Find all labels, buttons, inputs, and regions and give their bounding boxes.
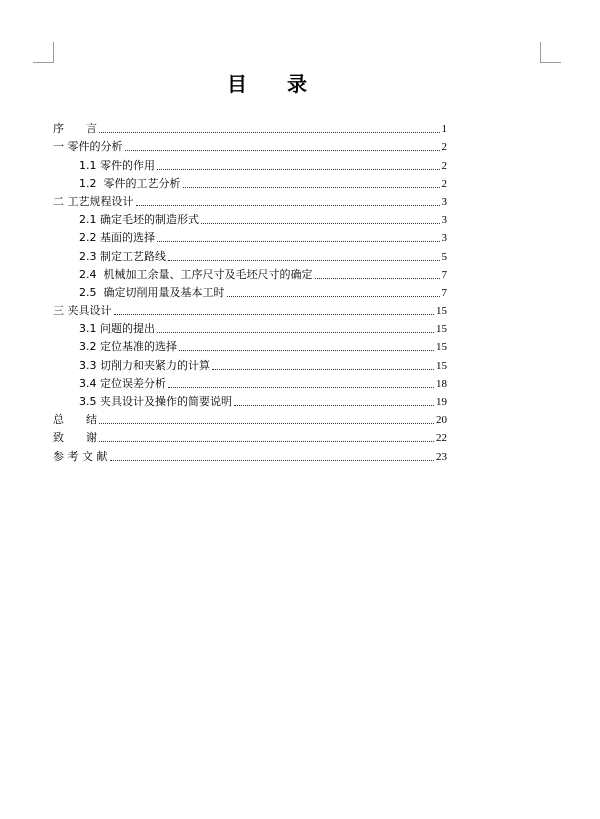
toc-entry-label: 1.1 零件的作用: [79, 158, 155, 172]
toc-entry-label: 3.3 切削力和夹紧力的计算: [79, 358, 210, 372]
toc-leader-dots: [136, 205, 440, 206]
toc-entry[interactable]: [53, 445, 447, 463]
toc-entry-label: 致 谢: [53, 431, 97, 445]
toc-entry-page-number: 15: [436, 305, 447, 318]
toc-entry[interactable]: [53, 373, 447, 391]
toc-entry-page-number: 15: [436, 341, 447, 354]
toc-entry-page-number: 3: [441, 232, 447, 245]
toc-leader-dots: [168, 260, 440, 261]
toc-leader-dots: [315, 278, 440, 279]
toc-entry-label: 一 零件的分析: [53, 140, 123, 154]
toc-entry-page-number: 7: [441, 286, 447, 299]
toc-entry-label: 3.5 夹具设计及操作的简要说明: [79, 395, 232, 408]
toc-entry-page-number: 3: [441, 214, 447, 227]
toc-leader-dots: [157, 241, 440, 242]
toc-entry[interactable]: [53, 409, 447, 427]
toc-entry-page-number: 7: [441, 268, 447, 281]
toc-entry-label: 3.2 定位基准的选择: [79, 340, 177, 354]
toc-entry[interactable]: [53, 154, 447, 172]
toc-entry-page-number: 5: [441, 250, 447, 263]
toc-leader-dots: [110, 460, 435, 461]
toc-entry[interactable]: [53, 427, 447, 445]
toc-leader-dots: [227, 296, 440, 297]
toc-entry-label: 3.1 问题的提出: [79, 322, 155, 336]
toc-entry-label: 参 考 文 献: [53, 449, 108, 463]
toc-leader-dots: [114, 314, 435, 315]
toc-entry[interactable]: [53, 209, 447, 227]
toc-entry[interactable]: [53, 264, 447, 282]
toc-entry-label: 三 夹具设计: [53, 304, 112, 318]
toc-leader-dots: [234, 405, 434, 406]
toc-leader-dots: [183, 187, 440, 188]
toc-leader-dots: [201, 223, 440, 224]
toc-entry-page-number: 19: [436, 396, 447, 408]
toc-leader-dots: [157, 169, 440, 170]
toc-entry-label: 2.4 机械加工余量、工序尺寸及毛坯尺寸的确定: [79, 267, 313, 281]
toc-entry-page-number: 2: [441, 177, 447, 190]
toc-entry[interactable]: [53, 173, 447, 191]
toc-entry-page-number: 2: [441, 141, 447, 154]
toc-entry[interactable]: [53, 118, 447, 136]
toc-entry-label: 2.3 制定工艺路线: [79, 249, 166, 263]
table-of-contents: [53, 118, 447, 464]
toc-entry-label: 2.1 确定毛坯的制造形式: [79, 213, 199, 227]
toc-entry[interactable]: [53, 227, 447, 245]
toc-leader-dots: [99, 132, 440, 133]
toc-entry-page-number: 23: [436, 450, 447, 463]
toc-entry-label: 序 言: [53, 122, 97, 136]
toc-entry[interactable]: [53, 336, 447, 354]
toc-entry[interactable]: [53, 300, 447, 318]
toc-entry-label: 1.2 零件的工艺分析: [79, 176, 181, 190]
toc-entry-page-number: 18: [436, 377, 447, 390]
toc-entry[interactable]: [53, 282, 447, 300]
toc-entry-label: 2.5 确定切削用量及基本工时: [79, 285, 225, 299]
toc-entry[interactable]: [53, 136, 447, 154]
toc-leader-dots: [157, 332, 434, 333]
toc-entry-label: 2.2 基面的选择: [79, 231, 155, 245]
page-title: 目录: [227, 72, 347, 96]
toc-leader-dots: [212, 369, 434, 370]
toc-entry[interactable]: [53, 391, 447, 409]
toc-entry[interactable]: [53, 245, 447, 263]
toc-entry[interactable]: [53, 354, 447, 372]
toc-entry-page-number: 15: [436, 359, 447, 372]
toc-entry-label: 二 工艺规程设计: [53, 194, 134, 208]
toc-leader-dots: [99, 441, 434, 442]
toc-entry[interactable]: [53, 191, 447, 209]
toc-entry-label: 总 结: [53, 413, 97, 427]
toc-entry-page-number: 20: [436, 414, 447, 427]
toc-leader-dots: [179, 350, 434, 351]
toc-leader-dots: [99, 423, 434, 424]
toc-entry-page-number: 15: [436, 323, 447, 336]
crop-mark-top-left: [33, 42, 54, 63]
crop-mark-top-right: [540, 42, 561, 63]
toc-leader-dots: [168, 387, 434, 388]
toc-entry-page-number: 1: [441, 123, 447, 136]
toc-leader-dots: [125, 150, 440, 151]
toc-entry-label: 3.4 定位误差分析: [79, 376, 166, 390]
toc-entry-page-number: 2: [441, 159, 447, 172]
toc-entry[interactable]: [53, 318, 447, 336]
toc-entry-page-number: 22: [436, 432, 447, 445]
toc-entry-page-number: 3: [441, 195, 447, 208]
